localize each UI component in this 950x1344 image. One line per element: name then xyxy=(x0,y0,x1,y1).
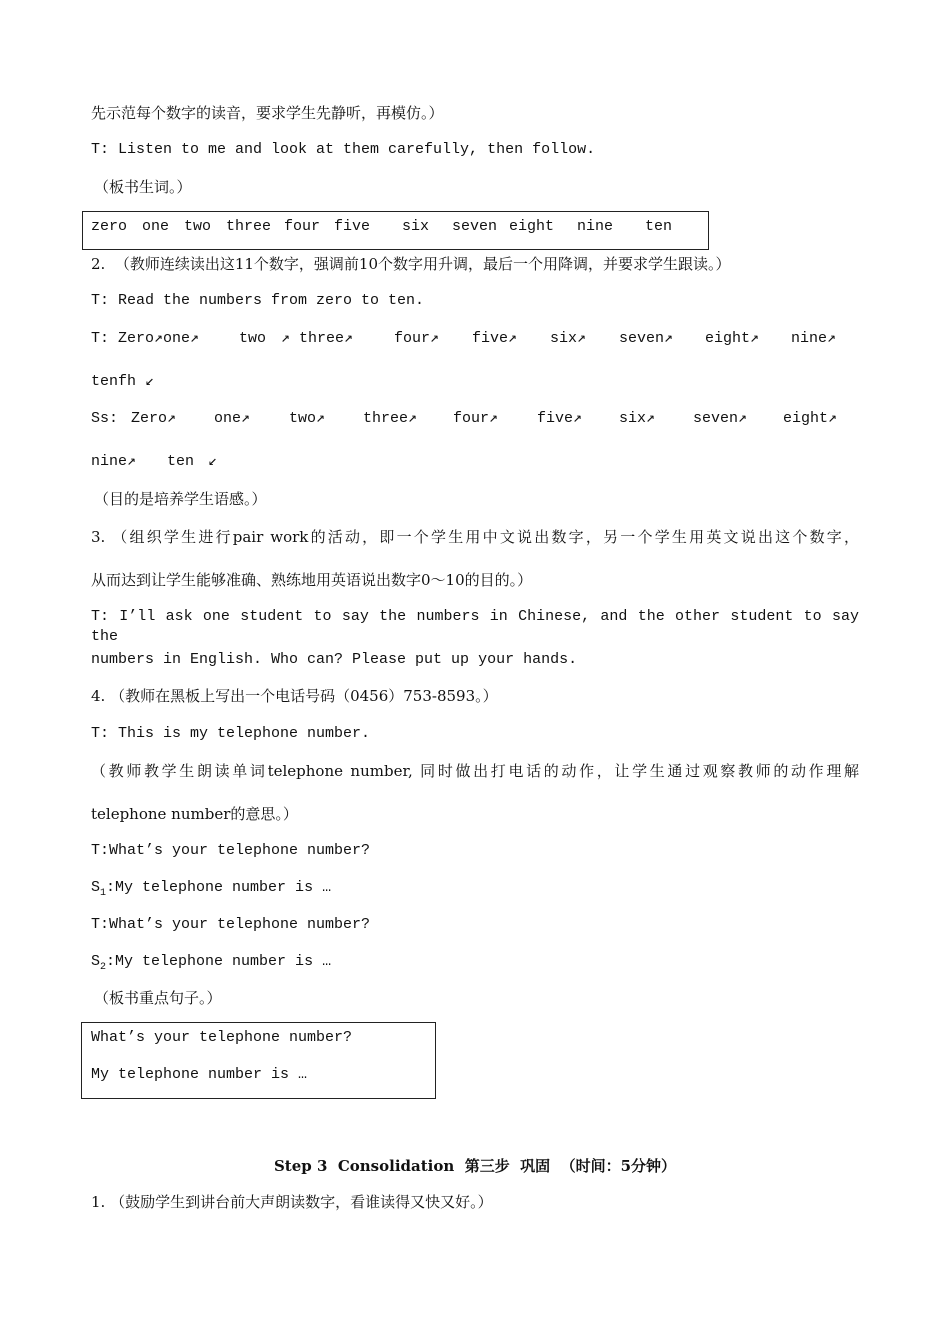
intonation-word: seven↗ xyxy=(619,330,674,347)
dialogue-line xyxy=(91,878,331,904)
speaker-subscript: 1 xyxy=(100,888,107,899)
speaker-label: T: xyxy=(91,330,110,347)
text-line: （教师教学生朗读单词telephone number, 同时做出打电话的动作，让学生通过观察教师的动作理解 xyxy=(91,762,859,780)
vocab-word: seven xyxy=(452,218,498,235)
vocab-word: zero xyxy=(91,218,128,235)
text-line: （板书重点句子。） xyxy=(94,989,222,1007)
intonation-word: nine↗ xyxy=(91,453,137,470)
text-line: 先示范每个数字的读音，要求学生先静听，再模仿。） xyxy=(91,104,444,122)
intonation-word: nine↗ xyxy=(791,330,837,347)
dialogue-text: :My telephone number is … xyxy=(106,953,332,970)
dialogue-text: :My telephone number is … xyxy=(106,879,332,896)
intonation-word: Zero↗ xyxy=(131,410,177,427)
text-line: 从而达到让学生能够准确、熟练地用英语说出数字0～10的目的。） xyxy=(91,571,533,589)
intonation-word: one↗ xyxy=(214,410,251,427)
vocab-word: eight xyxy=(509,218,555,235)
vocab-word: one xyxy=(142,218,170,235)
sentence-answer: My telephone number is … xyxy=(91,1066,308,1083)
text-line: （目的是培养学生语感。） xyxy=(94,490,267,508)
text-line: 2. （教师连续读出这11个数字，强调前10个数字用升调，最后一个用降调，并要求学生跟读。） xyxy=(91,255,731,273)
intonation-word: eight↗ xyxy=(783,410,838,427)
intonation-word: three↗ xyxy=(363,410,418,427)
intonation-word: ten xyxy=(167,453,195,470)
intonation-word: six↗ xyxy=(619,410,656,427)
intonation-word: seven↗ xyxy=(693,410,748,427)
text-line: telephone number的意思。） xyxy=(91,805,298,823)
vocab-word: nine xyxy=(577,218,614,235)
intonation-word: four↗ xyxy=(453,410,499,427)
text-line: T: Listen to me and look at them carefully, then follow. xyxy=(91,141,596,158)
dialogue-line: T:What’s your telephone number? xyxy=(91,842,371,859)
speaker-label: Ss: xyxy=(91,410,119,427)
vocab-word: six xyxy=(402,218,430,235)
dialogue-line: T:What’s your telephone number? xyxy=(91,916,371,933)
vocab-word: three xyxy=(226,218,272,235)
vocab-word: four xyxy=(284,218,321,235)
vocab-word: five xyxy=(334,218,371,235)
text-line: T: Read the numbers from zero to ten. xyxy=(91,292,425,309)
speaker-subscript: 2 xyxy=(100,962,107,973)
vocabulary-box xyxy=(82,211,709,250)
speaker-label: S xyxy=(91,953,101,970)
section-heading: Step 3 Consolidation 第三步 巩固 （时间：5分钟） xyxy=(273,1157,677,1175)
intonation-word: tenfh ↙ xyxy=(91,373,155,390)
sentence-box xyxy=(81,1022,436,1099)
dialogue-line xyxy=(91,952,331,978)
text-line: 1. （鼓励学生到讲台前大声朗读数字，看谁读得又快又好。） xyxy=(91,1193,493,1211)
text-line: numbers in English. Who can? Please put up your hands. xyxy=(91,651,578,668)
intonation-word: two xyxy=(239,330,267,347)
intonation-word: Zero↗one↗ xyxy=(118,330,200,347)
intonation-word: ↗ three↗ xyxy=(281,330,354,347)
teacher-intonation-row xyxy=(0,329,950,349)
text-line: （板书生词。） xyxy=(94,178,192,196)
intonation-word: eight↗ xyxy=(705,330,760,347)
speaker-label: S xyxy=(91,879,101,896)
intonation-word: two↗ xyxy=(289,410,326,427)
text-line: 4. （教师在黑板上写出一个电话号码（0456）753-8593。） xyxy=(91,687,498,705)
vocab-word: two xyxy=(184,218,212,235)
intonation-word: six↗ xyxy=(550,330,587,347)
intonation-word: five↗ xyxy=(537,410,583,427)
students-intonation-row xyxy=(0,409,950,429)
intonation-word: four↗ xyxy=(394,330,440,347)
text-line: 3. （组织学生进行pair work的活动，即一个学生用中文说出数字，另一个学生用英文说出这个数字， xyxy=(91,528,859,546)
text-line: T: This is my telephone number. xyxy=(91,725,371,742)
vocab-word: ten xyxy=(645,218,673,235)
sentence-question: What’s your telephone number? xyxy=(91,1029,353,1046)
students-intonation-row-cont xyxy=(0,452,950,472)
text-line: T: I’ll ask one student to say the numbers in Chinese, and the other student to say the xyxy=(91,608,859,645)
intonation-word: five↗ xyxy=(472,330,518,347)
intonation-word: ↙ xyxy=(208,453,218,470)
